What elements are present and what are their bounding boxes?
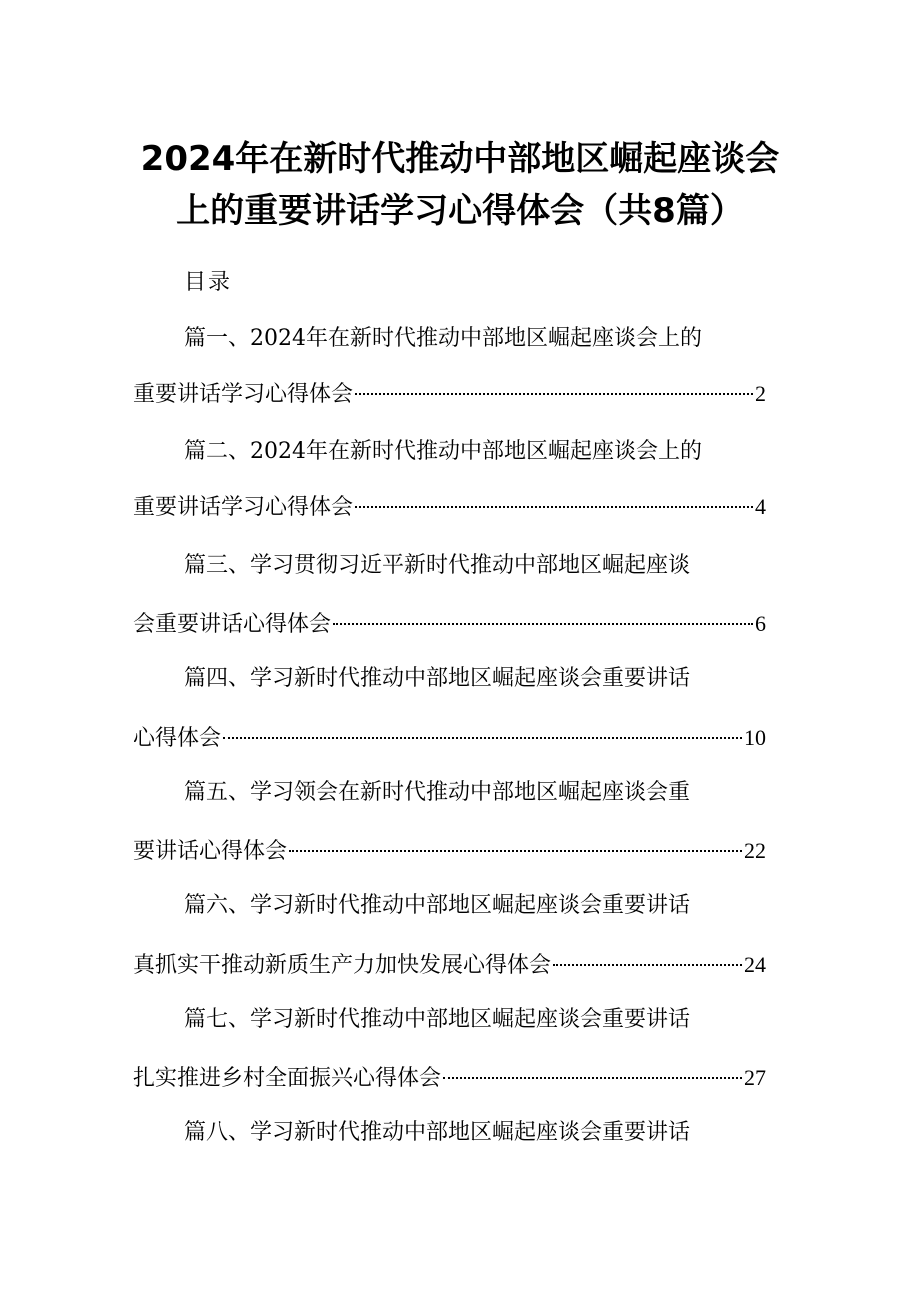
toc-entry-3-line-2[interactable]	[133, 609, 766, 640]
toc-entry-7-line-2[interactable]	[133, 1063, 766, 1094]
toc-entry-6-line-1[interactable]: 篇六、学习新时代推动中部地区崛起座谈会重要讲话	[184, 893, 691, 918]
toc-entry-3-line-1[interactable]: 篇三、学习贯彻习近平新时代推动中部地区崛起座谈	[184, 553, 691, 578]
toc-entry-2-text: 重要讲话学习心得体会	[133, 495, 354, 520]
toc-entry-1-page: 2	[755, 381, 766, 406]
toc-heading: 目录	[184, 270, 233, 295]
toc-entry-2-line-2[interactable]	[133, 492, 766, 523]
toc-entry-3-leader	[333, 623, 753, 625]
toc-entry-5-text: 要讲话心得体会	[133, 839, 288, 864]
toc-entry-1-line-2[interactable]	[133, 379, 766, 410]
toc-entry-1-line-1[interactable]: 篇一、2024年在新时代推动中部地区崛起座谈会上的	[184, 326, 702, 351]
toc-entry-6-page: 24	[744, 952, 766, 977]
toc-entry-7-page: 27	[744, 1065, 766, 1090]
toc-entry-1-text: 重要讲话学习心得体会	[133, 382, 354, 407]
document-title-line-2: 上的重要讲话学习心得体会（共8篇）	[176, 191, 744, 231]
toc-entry-5-line-1[interactable]: 篇五、学习领会在新时代推动中部地区崛起座谈会重	[184, 780, 691, 805]
toc-entry-7-text: 扎实推进乡村全面振兴心得体会	[133, 1066, 442, 1091]
toc-entry-7-leader	[443, 1077, 742, 1079]
toc-entry-3-page: 6	[755, 611, 766, 636]
toc-entry-6-text: 真抓实干推动新质生产力加快发展心得体会	[133, 953, 552, 978]
document-title-line-1: 2024年在新时代推动中部地区崛起座谈会	[140, 139, 780, 179]
toc-entry-6-line-2[interactable]	[133, 950, 766, 981]
toc-entry-5-line-2[interactable]	[133, 836, 766, 867]
toc-entry-2-line-1[interactable]: 篇二、2024年在新时代推动中部地区崛起座谈会上的	[184, 439, 702, 464]
toc-entry-4-page: 10	[744, 725, 766, 750]
toc-entry-8-line-1[interactable]: 篇八、学习新时代推动中部地区崛起座谈会重要讲话	[184, 1120, 691, 1145]
toc-entry-4-text: 心得体会	[133, 726, 222, 751]
toc-entry-7-line-1[interactable]: 篇七、学习新时代推动中部地区崛起座谈会重要讲话	[184, 1007, 691, 1032]
toc-entry-4-line-2[interactable]	[133, 723, 766, 754]
toc-entry-5-leader	[289, 850, 742, 852]
toc-entry-3-text: 会重要讲话心得体会	[133, 612, 332, 637]
toc-entry-4-leader	[223, 737, 742, 739]
toc-entry-5-page: 22	[744, 838, 766, 863]
toc-entry-4-line-1[interactable]: 篇四、学习新时代推动中部地区崛起座谈会重要讲话	[184, 666, 691, 691]
toc-entry-6-leader	[553, 964, 742, 966]
toc-entry-2-leader	[355, 506, 753, 508]
toc-entry-1-leader	[355, 393, 753, 395]
toc-entry-2-page: 4	[755, 494, 766, 519]
